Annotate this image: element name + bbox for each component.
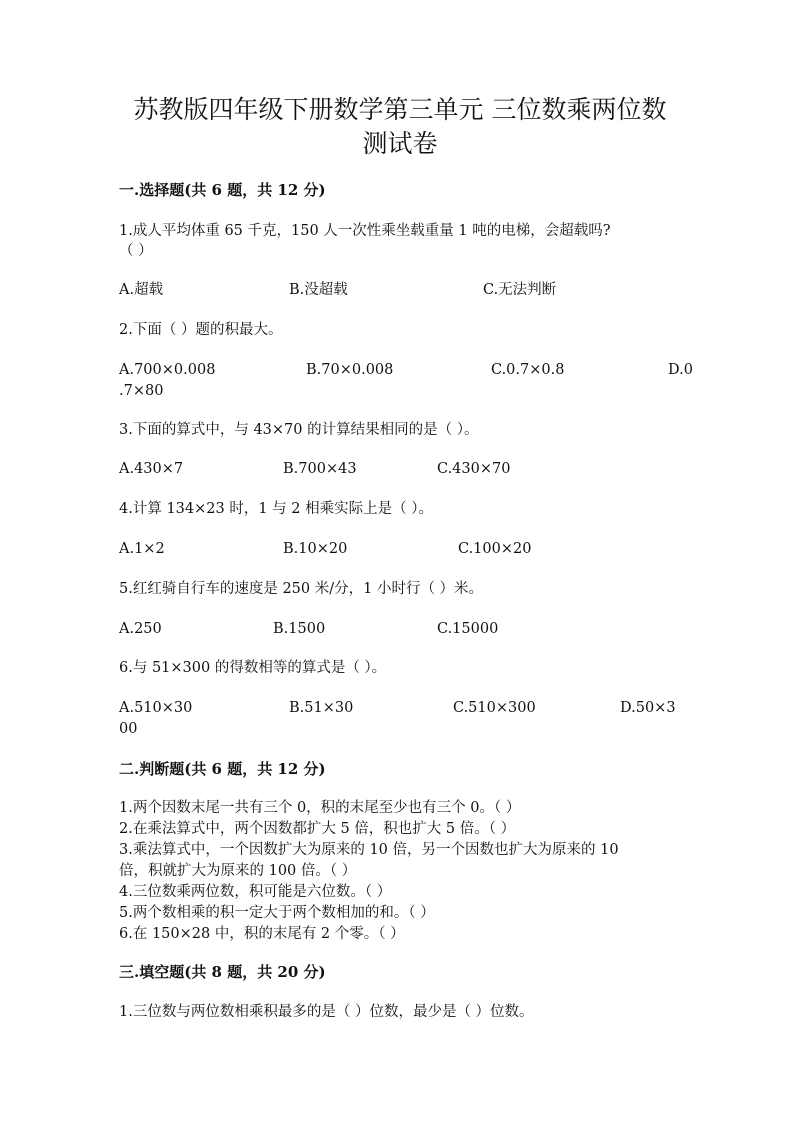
judgement-item: 3.乘法算式中，一个因数扩大为原来的 10 倍，另一个因数也扩大为原来的 10 <box>119 842 619 858</box>
judgement-item: 6.在 150×28 中，积的末尾有 2 个零。（ ） <box>119 926 405 942</box>
option-b: B.700×43 <box>283 461 357 477</box>
option-b: B.51×30 <box>289 700 354 716</box>
option-d-continued: .7×80 <box>119 383 164 399</box>
option-d: D.0 <box>668 362 693 378</box>
option-a: A.700×0.008 <box>119 362 216 378</box>
option-c: C.15000 <box>437 621 499 637</box>
question-stem: 3.下面的算式中，与 43×70 的计算结果相同的是（ ）。 <box>119 422 479 438</box>
judgement-item: 4.三位数乘两位数，积可能是六位数。（ ） <box>119 884 392 900</box>
option-b: B.10×20 <box>283 541 348 557</box>
page-title-line2: 测试卷 <box>362 129 438 158</box>
option-c: C.100×20 <box>458 541 532 557</box>
option-d: D.50×3 <box>620 700 676 716</box>
option-a: A.430×7 <box>119 461 184 477</box>
option-c: C.0.7×0.8 <box>491 362 565 378</box>
section-heading-choice: 一.选择题(共 6 题，共 12 分) <box>119 181 326 199</box>
question-stem: 1.成人平均体重 65 千克，150 人一次性乘坐载重量 1 吨的电梯，会超载吗? <box>119 223 611 239</box>
question-stem: 6.与 51×300 的得数相等的算式是（ ）。 <box>119 660 387 676</box>
judgement-item: 2.在乘法算式中，两个因数都扩大 5 倍，积也扩大 5 倍。（ ） <box>119 821 516 837</box>
question-stem: 2.下面（ ）题的积最大。 <box>119 322 283 338</box>
option-a: A.超载 <box>119 282 164 298</box>
option-c: C.430×70 <box>437 461 511 477</box>
option-b: B.70×0.008 <box>306 362 394 378</box>
option-b: B.1500 <box>273 621 326 637</box>
fill-blank-question: 1.三位数与两位数相乘积最多的是（ ）位数，最少是（ ）位数。 <box>119 1004 534 1020</box>
option-c: C.510×300 <box>453 700 536 716</box>
option-a: A.250 <box>119 621 162 637</box>
section-heading-judgement: 二.判断题(共 6 题，共 12 分) <box>119 760 326 778</box>
judgement-item: 1.两个因数末尾一共有三个 0，积的末尾至少也有三个 0。（ ） <box>119 800 521 816</box>
question-stem: 5.红红骑自行车的速度是 250 米/分，1 小时行（ ）米。 <box>119 581 484 597</box>
page-title: 苏教版四年级下册数学第三单元 三位数乘两位数 <box>133 95 667 124</box>
option-c: C.无法判断 <box>483 282 557 298</box>
option-d-continued: 00 <box>119 721 138 737</box>
question-stem: 4.计算 134×23 时，1 与 2 相乘实际上是（ ）。 <box>119 501 433 517</box>
option-a: A.1×2 <box>119 541 165 557</box>
judgement-item: 5.两个数相乘的积一定大于两个数相加的和。（ ） <box>119 905 435 921</box>
question-blank: （ ） <box>119 243 153 259</box>
option-a: A.510×30 <box>119 700 193 716</box>
option-b: B.没超载 <box>289 282 348 298</box>
judgement-item-continued: 倍，积就扩大为原来的 100 倍。（ ） <box>119 863 357 879</box>
section-heading-fill-blank: 三.填空题(共 8 题，共 20 分) <box>119 963 326 981</box>
